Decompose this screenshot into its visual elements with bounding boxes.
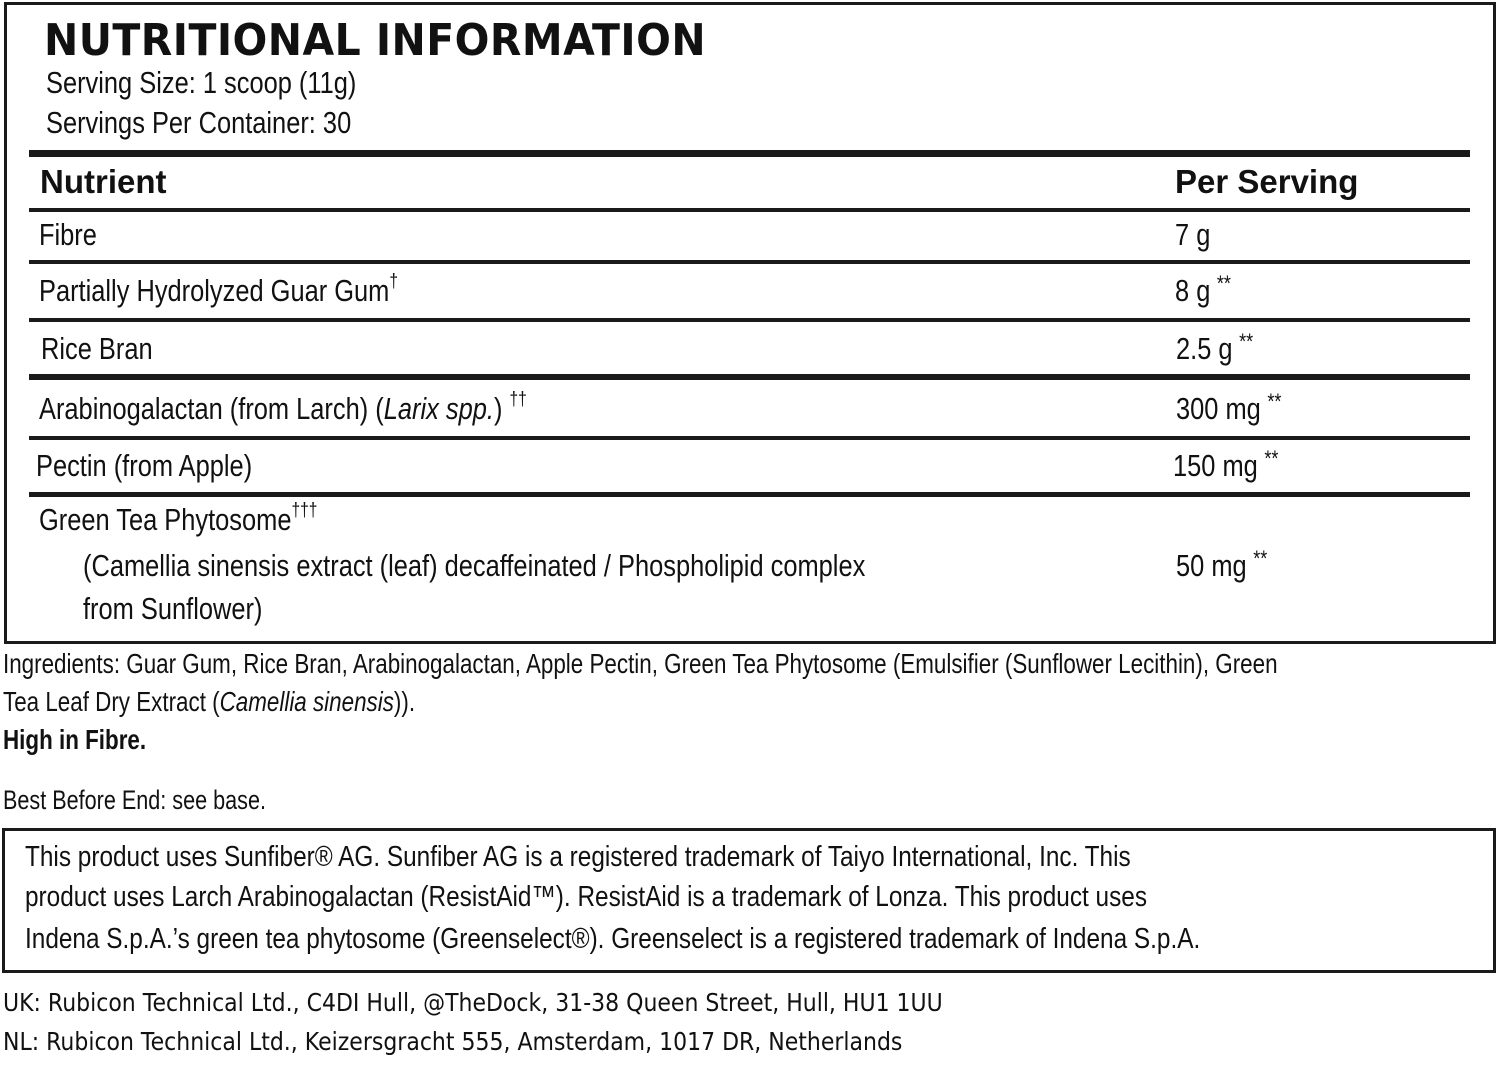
ingredients-text: )). xyxy=(393,686,416,717)
address-text: NL: Rubicon Technical Ltd., Keizersgracht 555, Amsterdam, 1017 DR, Netherlands xyxy=(3,1027,903,1056)
nutrient-detail: from Sunflower) xyxy=(83,591,263,626)
table-row-fibre-name xyxy=(39,217,110,253)
column-header-nutrient: Nutrient xyxy=(40,163,167,200)
nutrient-name: Arabinogalactan (from Larch) ( xyxy=(39,391,384,426)
serving-size xyxy=(46,65,425,101)
nutrient-amount: 150 mg xyxy=(1173,448,1258,483)
address-nl xyxy=(3,1027,1025,1056)
trademark-line-3 xyxy=(25,923,1424,956)
footnote-mark: †† xyxy=(509,389,527,410)
serving-size-text: Serving Size: 1 scoop (11g) xyxy=(46,65,357,100)
footnote-asterisks: ** xyxy=(1239,329,1254,354)
ingredients-text: Ingredients: Guar Gum, Rice Bran, Arabinogalactan, Apple Pectin, Green Tea Phytosome (Emulsifier (Sunflower Lecithin), Green xyxy=(3,648,1278,679)
nutrient-amount: 300 mg xyxy=(1176,391,1261,426)
table-row-green-tea-detail-1 xyxy=(83,548,1037,584)
nutrient-detail: (Camellia sinensis extract (leaf) decaffeinated / Phospholipid complex xyxy=(83,548,866,583)
table-row-fibre-amount xyxy=(1175,217,1218,253)
footnote-asterisks: ** xyxy=(1264,446,1279,471)
best-before xyxy=(3,785,332,816)
latin-name: Camellia sinensis xyxy=(219,686,394,717)
thick-divider xyxy=(29,150,1470,157)
address-text: UK: Rubicon Technical Ltd., C4DI Hull, @TheDock, 31-38 Queen Street, Hull, HU1 1UU xyxy=(3,988,943,1017)
row-divider xyxy=(29,260,1470,264)
table-row-pectin-name xyxy=(36,448,300,484)
table-row-arabinogalactan-amount xyxy=(1176,391,1305,427)
table-row-arabinogalactan-name xyxy=(39,391,634,427)
claim-text: High in Fibre. xyxy=(3,724,147,755)
footnote-mark: ††† xyxy=(291,500,318,521)
table-row-green-tea-detail-2 xyxy=(83,591,302,627)
footnote-mark: † xyxy=(389,271,399,292)
nutrient-amount: 7 g xyxy=(1175,217,1211,252)
row-divider xyxy=(29,492,1470,497)
best-before-text: Best Before End: see base. xyxy=(3,785,266,815)
nutrition-panel xyxy=(4,2,1496,644)
row-divider xyxy=(29,374,1470,380)
nutrient-amount: 2.5 g xyxy=(1176,331,1233,366)
trademark-line-2 xyxy=(25,881,1361,914)
table-row-rice-bran-name xyxy=(41,331,177,367)
ingredients-line-1 xyxy=(3,648,1500,680)
footnote-asterisks: ** xyxy=(1253,546,1268,571)
address-uk xyxy=(3,988,1071,1017)
row-divider xyxy=(29,318,1470,322)
table-row-guar-gum-amount xyxy=(1175,273,1243,309)
footnote-asterisks: ** xyxy=(1267,389,1282,414)
nutrient-amount: 50 mg xyxy=(1176,548,1247,583)
trademark-box xyxy=(2,828,1496,973)
nutrient-name-suffix: ) xyxy=(493,391,510,426)
table-row-rice-bran-amount xyxy=(1176,331,1270,367)
ingredients-line-2 xyxy=(3,686,518,718)
table-row-guar-gum-name xyxy=(39,273,477,309)
column-header-per-serving: Per Serving xyxy=(1175,163,1359,200)
trademark-text: product uses Larch Arabinogalactan (ResistAid™). ResistAid is a trademark of Lonza. This product uses xyxy=(25,881,1148,913)
servings-per-container xyxy=(46,105,418,141)
nutrient-amount: 8 g xyxy=(1175,273,1211,308)
nutrient-name: Fibre xyxy=(39,217,97,252)
ingredients-text: Tea Leaf Dry Extract ( xyxy=(3,686,220,717)
trademark-text: Indena S.p.A.’s green tea phytosome (Greenselect®). Greenselect is a registered trademark of Indena S.p.A. xyxy=(25,923,1201,955)
nutrient-name: Rice Bran xyxy=(41,331,153,366)
latin-name: Larix spp. xyxy=(383,391,494,426)
row-divider xyxy=(29,208,1470,212)
table-row-green-tea-amount xyxy=(1176,548,1287,584)
fibre-claim xyxy=(3,724,182,756)
nutrient-name: Green Tea Phytosome xyxy=(39,502,292,537)
table-row-pectin-amount xyxy=(1173,448,1302,484)
nutrient-name: Partially Hydrolyzed Guar Gum xyxy=(39,273,390,308)
trademark-text: This product uses Sunfiber® AG. Sunfiber AG is a registered trademark of Taiyo International, Inc. This xyxy=(25,841,1131,873)
row-divider xyxy=(29,436,1470,440)
servings-per-container-text: Servings Per Container: 30 xyxy=(46,105,352,140)
title-text: NUTRITIONAL INFORMATION xyxy=(44,15,707,66)
footnote-asterisks: ** xyxy=(1216,271,1231,296)
nutrient-name: Pectin (from Apple) xyxy=(36,448,253,483)
panel-title xyxy=(44,15,756,66)
table-row-green-tea-name xyxy=(39,502,379,538)
trademark-line-1 xyxy=(25,841,1341,874)
